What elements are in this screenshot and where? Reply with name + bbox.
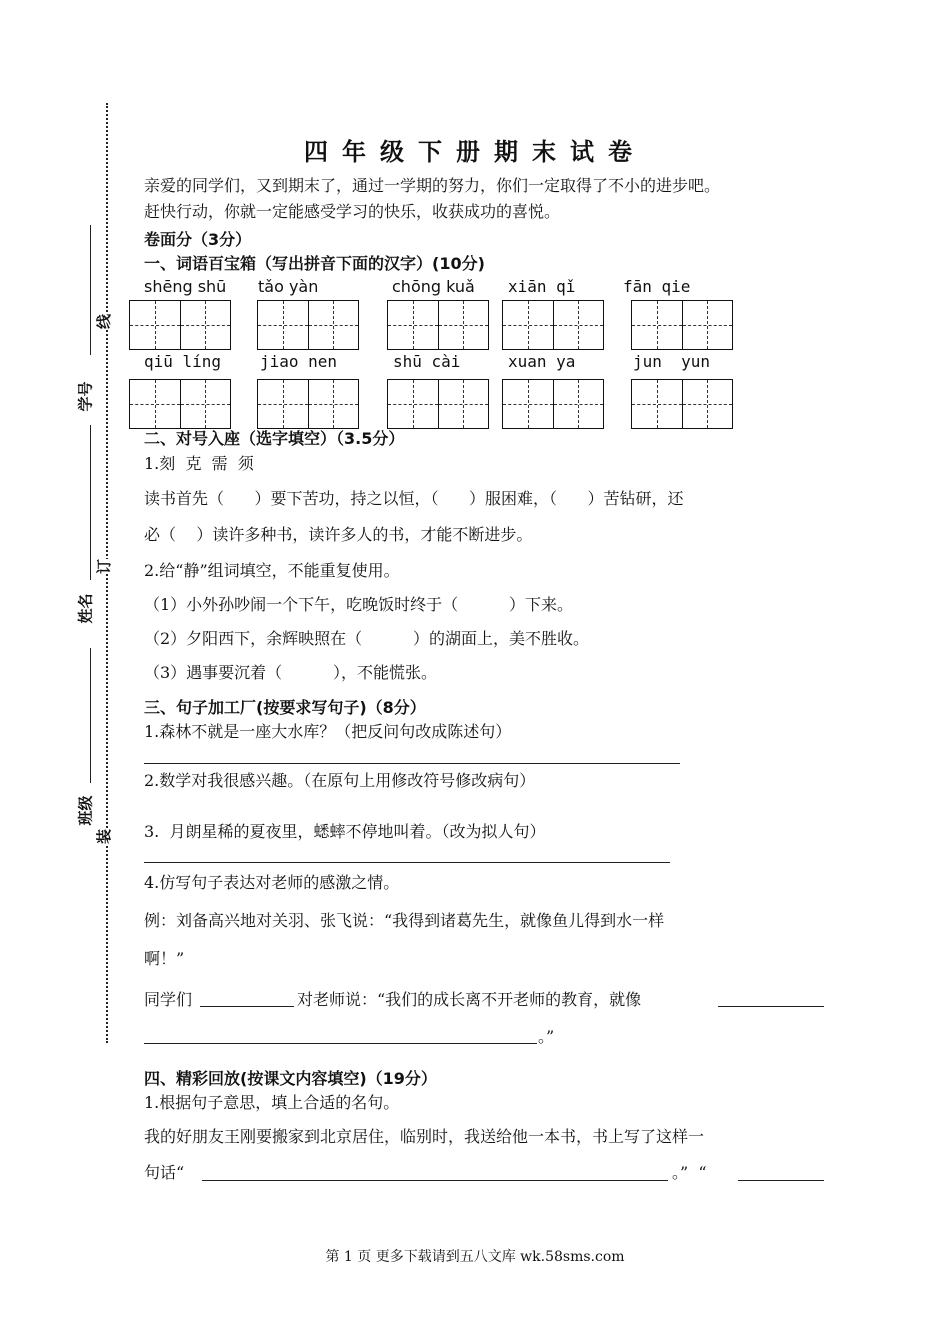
pinyin-2: tǎo yàn (258, 277, 319, 296)
example-line-1: 例：刘备高兴地对关羽、张飞说：“我得到诸葛先生，就像鱼儿得到水一样 (144, 911, 665, 930)
section1-heading: 一、词语百宝箱（写出拼音下面的汉字）(10分) (144, 254, 485, 273)
page-footer: 第 1 页 更多下载请到五八文库 wk.58sms.com (325, 1249, 625, 1265)
pinyin-8: shū cài (393, 352, 461, 371)
fill-blank[interactable] (200, 1006, 294, 1007)
xingming-blank (90, 425, 91, 580)
example-line-2: 啊！” (144, 949, 185, 968)
ding-label: 订 (95, 558, 114, 575)
pinyin-3: chōng kuǎ (392, 277, 475, 296)
pinyin-1: shēng shū (144, 277, 227, 296)
section4-heading: 四、精彩回放(按课文内容填空)（19分） (144, 1069, 437, 1088)
q2-item-2: （2）夕阳西下，余辉映照在（ ）的湖面上，美不胜收。 (144, 629, 590, 648)
pinyin-5: fān qie (623, 277, 691, 296)
score-line: 卷面分（3分） (144, 230, 252, 249)
section2-heading: 二、对号入座（选字填空）（3.5分） (144, 429, 405, 448)
fill-end: 。” (538, 1027, 555, 1046)
writing-grid[interactable] (502, 379, 604, 429)
fill-middle: 对老师说：“我们的成长离不开老师的教育，就像 (297, 990, 642, 1009)
xuehao-label: 学号 (76, 381, 95, 412)
q2-item-1: （1）小外孙吵闹一个下午，吃晚饭时终于（ ）下来。 (144, 595, 574, 614)
section3-heading: 三、句子加工厂(按要求写句子)（8分） (144, 698, 426, 717)
pinyin-4: xiān qǐ (508, 277, 576, 296)
zhuang-label: 装 (95, 828, 114, 845)
page-title: 四年级下册期末试卷 (304, 138, 646, 166)
banji-blank (90, 648, 91, 783)
s4-para-mid: 。” “ (672, 1163, 707, 1182)
pinyin-10: jun yun (633, 352, 711, 371)
answer-line[interactable] (144, 763, 680, 764)
writing-grid[interactable] (631, 379, 733, 429)
writing-grid[interactable] (129, 379, 231, 429)
fill-blank[interactable] (202, 1180, 668, 1181)
writing-grid[interactable] (502, 300, 604, 350)
answer-line[interactable] (144, 862, 670, 863)
writing-grid[interactable] (129, 300, 231, 350)
fill-blank[interactable] (718, 1006, 824, 1007)
q2-item-3: （3）遇事要沉着（ ），不能慌张。 (144, 663, 438, 682)
writing-grid[interactable] (257, 300, 359, 350)
writing-grid[interactable] (387, 379, 489, 429)
intro-line-1: 亲爱的同学们，又到期末了，通过一学期的努力，你们一定取得了不小的进步吧。 (144, 176, 721, 195)
intro-line-2: 赶快行动，你就一定能感受学习的快乐，收获成功的喜悦。 (144, 202, 561, 221)
q1-word-choices: 1.刻 克 需 须 (144, 454, 254, 473)
q1-sentence-1: 读书首先（ ）要下苦功，持之以恒，（ ）服困难，（ ）苦钻研，还 (144, 489, 684, 508)
pinyin-6: qiū líng (144, 352, 222, 371)
s3-q1: 1.森林不就是一座大水库？（把反问句改成陈述句） (144, 722, 512, 741)
xuehao-blank (90, 225, 91, 355)
pinyin-7: jiao nen (260, 352, 338, 371)
writing-grid[interactable] (387, 300, 489, 350)
fill-blank[interactable] (738, 1180, 824, 1181)
s3-q2: 2.数学对我很感兴趣。（在原句上用修改符号修改病句） (144, 771, 536, 790)
s3-q4: 4.仿写句子表达对老师的感激之情。 (144, 873, 400, 892)
s3-q3: 3. 月朗星稀的夏夜里，蟋蟀不停地叫着。（改为拟人句） (144, 822, 546, 841)
fill-prefix: 同学们 (144, 990, 193, 1009)
writing-grid[interactable] (257, 379, 359, 429)
q1-sentence-2: 必（ ）读许多种书，读许多人的书，才能不断进步。 (144, 525, 533, 544)
banji-label: 班级 (76, 795, 95, 826)
writing-grid[interactable] (631, 300, 733, 350)
s4-para-line-1: 我的好朋友王刚要搬家到北京居住，临别时，我送给他一本书，书上写了这样一 (144, 1127, 705, 1146)
s4-q1: 1.根据句子意思，填上合适的名句。 (144, 1093, 400, 1112)
s4-para-line-2: 句话“ (144, 1163, 185, 1182)
xian-label: 线 (95, 313, 114, 330)
fill-blank[interactable] (144, 1043, 537, 1044)
xingming-label: 姓名 (76, 593, 95, 624)
q2-title: 2.给“静”组词填空，不能重复使用。 (144, 561, 400, 580)
pinyin-9: xuan ya (508, 352, 576, 371)
